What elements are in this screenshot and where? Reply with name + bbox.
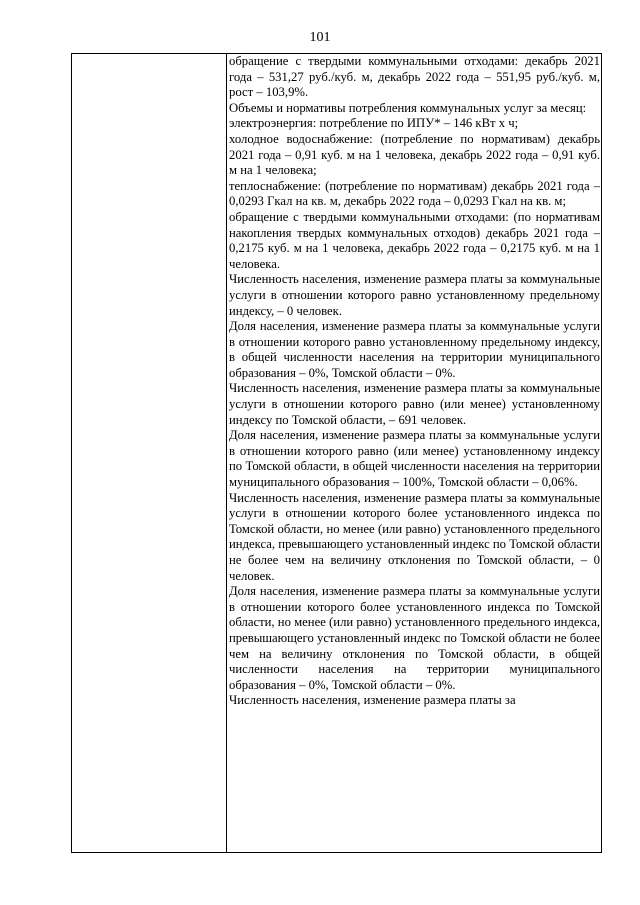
paragraph-population-continued: Численность населения, изменение размера платы за — [229, 693, 516, 708]
paragraph-population-above-index: Численность населения, изменение размера платы за коммунальные услуги в отношении которого более установленного индекса по Томской области, но менее (или равно) установленного предельного индекса, превышающего установленный индекс по Томской области не более чем на величину отклонения по Томской области, – 0 человек. — [229, 490, 600, 583]
document-table — [71, 53, 602, 853]
paragraph-share-equal-limit: Доля населения, изменение размера платы за коммунальные услуги в отношении которого равно установленному предельному индексу, в общей численности населения на территории муниципального образования – 0%, Томской области – 0%. — [229, 319, 600, 380]
table-right-cell — [229, 54, 600, 852]
paragraph-waste-tariff: обращение с твердыми коммунальными отходами: декабрь 2021 года – 531,27 руб./куб. м, декабрь 2022 года – 551,95 руб./куб. м, рост – 103,9%. — [229, 54, 600, 100]
column-divider — [226, 54, 227, 852]
paragraph-share-equal-or-less: Доля населения, изменение размера платы за коммунальные услуги в отношении которого равно (или менее) установленному индексу по Томской области, в общей численности населения на территории муниципального образования – 100%, Томской области – 0,06%. — [229, 428, 600, 490]
paragraph-population-equal-limit: Численность населения, изменение размера платы за коммунальные услуги в отношении которого равно установленному предельному индексу, – 0 человек. — [229, 272, 600, 318]
table-left-cell — [72, 54, 226, 852]
page-number: 101 — [309, 30, 331, 45]
paragraph-population-equal-or-less: Численность населения, изменение размера платы за коммунальные услуги в отношении которого равно (или менее) установленному индексу по Томской области, – 691 человек. — [229, 381, 600, 427]
paragraph-electricity: электроэнергия: потребление по ИПУ* – 146 кВт х ч; — [229, 116, 519, 131]
paragraph-share-above-index: Доля населения, изменение размера платы за коммунальные услуги в отношении которого более установленного индекса по Томской области, но менее (или равно) установленного предельного индекса, превышающего установленный индекс по Томской области не более чем на величину отклонения по Томской области, в общей численности населения на территории муниципального образования – 0%, Томской области – 0%. — [229, 584, 600, 692]
paragraph-cold-water: холодное водоснабжение: (потребление по нормативам) декабрь 2021 года – 0,91 куб. м на 1 человека, декабрь 2022 года – 0,91 куб. м на 1 человека; — [229, 131, 600, 178]
paragraph-volumes-heading: Объемы и нормативы потребления коммунальных услуг за месяц: — [229, 100, 587, 115]
paragraph-waste-norms: обращение с твердыми коммунальными отходами: (по нормативам накопления твердых коммунальных отходов) декабрь 2021 года – 0,2175 куб. м на 1 человека, декабрь 2022 года – 0,2175 куб. м на 1 человека. — [229, 209, 600, 271]
paragraph-heating: теплоснабжение: (потребление по нормативам) декабрь 2021 года – 0,0293 Гкал на кв. м, декабрь 2022 года – 0,0293 Гкал на кв. м; — [229, 178, 600, 209]
